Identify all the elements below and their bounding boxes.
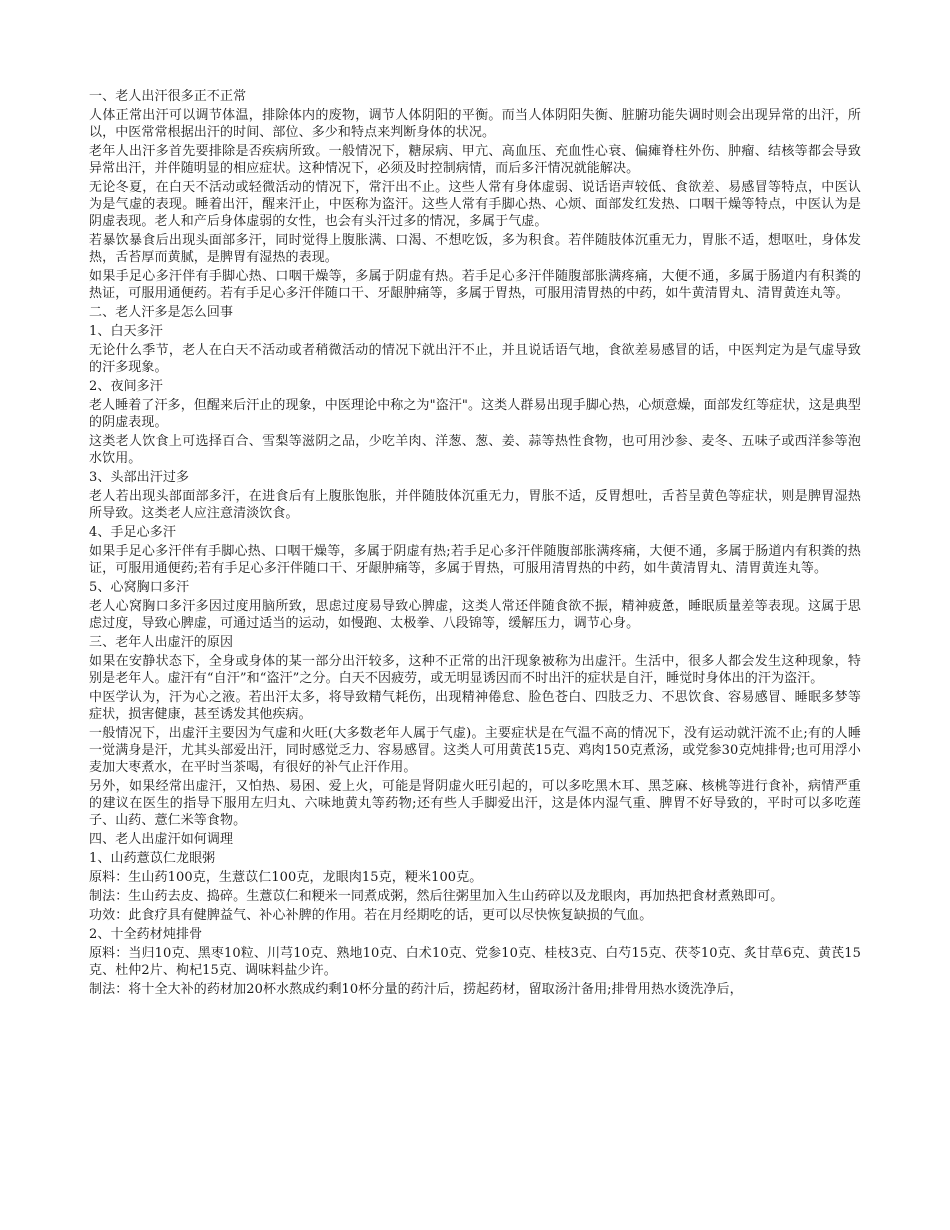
section-heading: 2、夜间多汗	[89, 379, 163, 394]
section-heading: 4、手足心多汗	[89, 525, 176, 540]
section-heading: 三、老年人出虚汗的原因	[89, 635, 234, 650]
paragraph: 人体正常出汗可以调节体温，排除体内的废物，调节人体阴阳的平衡。而当人体阴阳失衡、脏腑功能失调时则会出现异常的出汗，所以，中医常常根据出汗的时间、部位、多少和特点来判断身体的状况。	[89, 108, 861, 140]
paragraph: 如果手足心多汗伴有手脚心热、口咽干燥等，多属于阴虚有热;若手足心多汗伴随腹部胀满疼痛，大便不通，多属于肠道内有积粪的热证，可服用通便药;若有手足心多汗伴随口干、牙龈肿痛等，多属于胃热，可服用清胃热的中药，如牛黄清胃丸、清胃黄连丸等。	[89, 544, 861, 576]
paragraph: 无论冬夏，在白天不活动或轻微活动的情况下，常汗出不止。这些人常有身体虚弱、说话语声较低、食欲差、易感冒等特点，中医认为是气虚的表现。睡着出汗，醒来汗止，中医称为盗汗。这些人常有手脚心热、心烦、面部发红发热、口咽干燥等特点，中医认为是阴虚表现。老人和产后身体虚弱的女性，也会有头汗过多的情况，多属于气虚。	[89, 180, 861, 229]
paragraph: 原料：当归10克、黑枣10粒、川芎10克、熟地10克、白术10克、党参10克、桂枝3克、白芍15克、茯苓10克、炙甘草6克、黄芪15克、杜仲2片、枸杞15克、调味料盐少许。	[89, 946, 861, 978]
paragraph: 中医学认为，汗为心之液。若出汗太多，将导致精气耗伤，出现精神倦怠、脸色苍白、四肢乏力、不思饮食、容易感冒、睡眠多梦等症状，损害健康，甚至诱发其他疾病。	[89, 690, 861, 722]
paragraph: 无论什么季节，老人在白天不活动或者稍微活动的情况下就出汗不止，并且说话语气地，食欲差易感冒的话，中医判定为是气虚导致的汗多现象。	[89, 343, 861, 375]
paragraph: 老人心窝胸口多汗多因过度用脑所致，思虑过度易导致心脾虚，这类人常还伴随食欲不振，精神疲惫，睡眠质量差等表现。这属于思虑过度，导致心脾虚，可通过适当的运动，如慢跑、太极拳、八段锦等，缓解压力，调节心身。	[89, 599, 861, 631]
paragraph: 如果在安静状态下，全身或身体的某一部分出汗较多，这种不正常的出汗现象被称为出虚汗。生活中，很多人都会发生这种现象，特别是老年人。虚汗有“自汗”和“盗汗”之分。白天不因疲劳，或无明显诱因而不时出汗的症状是自汗，睡觉时身体出的汗为盗汗。	[89, 654, 861, 686]
paragraph: 这类老人饮食上可选择百合、雪梨等滋阴之品，少吃羊肉、洋葱、葱、姜、蒜等热性食物，也可用沙参、麦冬、五味子或西洋参等泡水饮用。	[89, 434, 861, 466]
section-heading: 二、老人汗多是怎么回事	[89, 305, 234, 320]
section-heading: 2、十全药材炖排骨	[89, 927, 203, 942]
paragraph: 老年人出汗多首先要排除是否疾病所致。一般情况下，糖尿病、甲亢、高血压、充血性心衰、偏瘫脊柱外伤、肿瘤、结核等都会导致异常出汗，并伴随明显的相应症状。这种情况下，必须及时控制病情，而后多汗情况就能解决。	[89, 144, 861, 176]
paragraph: 制法：将十全大补的药材加20杯水熬成约剩10杯分量的药汁后，捞起药材，留取汤汁备用;排骨用热水烫洗净后，	[89, 982, 743, 997]
section-heading: 5、心窝胸口多汗	[89, 580, 190, 595]
paragraph: 老人睡着了汗多，但醒来后汗止的现象，中医理论中称之为"盗汗"。这类人群易出现手脚心热，心烦意燥，面部发红等症状，这是典型的阴虚表现。	[89, 398, 861, 430]
paragraph: 制法：生山药去皮、捣碎。生薏苡仁和粳米一同煮成粥，然后往粥里加入生山药碎以及龙眼肉，再加热把食材煮熟即可。	[89, 889, 784, 904]
section-heading: 一、老人出汗很多正不正常	[89, 89, 247, 104]
section-heading: 四、老人出虚汗如何调理	[89, 832, 234, 847]
paragraph: 功效：此食疗具有健脾益气、补心补脾的作用。若在月经期吃的话，更可以尽快恢复缺损的气血。	[89, 908, 653, 923]
paragraph: 若暴饮暴食后出现头面部多汗，同时觉得上腹胀满、口渴、不想吃饭，多为积食。若伴随肢体沉重无力，胃胀不适，想呕吐，身体发热，舌苔厚而黄腻，是脾胃有湿热的表现。	[89, 233, 861, 265]
paragraph: 如果手足心多汗伴有手脚心热、口咽干燥等，多属于阴虚有热。若手足心多汗伴随腹部胀满疼痛，大便不通，多属于肠道内有积粪的热证，可服用通便药。若有手足心多汗伴随口干、牙龈肿痛等，多属于胃热，可服用清胃热的中药，如牛黄清胃丸、清胃黄连丸等。	[89, 269, 861, 301]
section-heading: 3、头部出汗过多	[89, 470, 190, 485]
section-heading: 1、山药薏苡仁龙眼粥	[89, 851, 216, 866]
paragraph: 一般情况下，出虚汗主要因为气虚和火旺(大多数老年人属于气虚)。主要症状是在气温不高的情况下，没有运动就汗流不止;有的人睡一觉满身是汗，尤其头部爱出汗，同时感觉乏力、容易感冒。这类人可用黄芪15克、鸡肉150克煮汤，或党参30克炖排骨;也可用浮小麦加大枣煮水，在平时当茶喝，有很好的补气止汗作用。	[89, 726, 861, 775]
paragraph: 原料：生山药100克，生薏苡仁100克，龙眼肉15克，粳米100克。	[89, 870, 483, 885]
paragraph: 另外，如果经常出虚汗，又怕热、易困、爱上火，可能是肾阴虚火旺引起的，可以多吃黑木耳、黑芝麻、核桃等进行食补，病情严重的建议在医生的指导下服用左归丸、六味地黄丸等药物;还有些人手脚爱出汗，这是体内湿气重、脾胃不好导致的，平时可以多吃莲子、山药、薏仁米等食物。	[89, 779, 861, 828]
paragraph: 老人若出现头部面部多汗，在进食后有上腹胀饱胀，并伴随肢体沉重无力，胃胀不适，反胃想吐，舌苔呈黄色等症状，则是脾胃湿热所导致。这类老人应注意清淡饮食。	[89, 489, 861, 521]
section-heading: 1、白天多汗	[89, 324, 163, 339]
document-body	[89, 88, 861, 1000]
